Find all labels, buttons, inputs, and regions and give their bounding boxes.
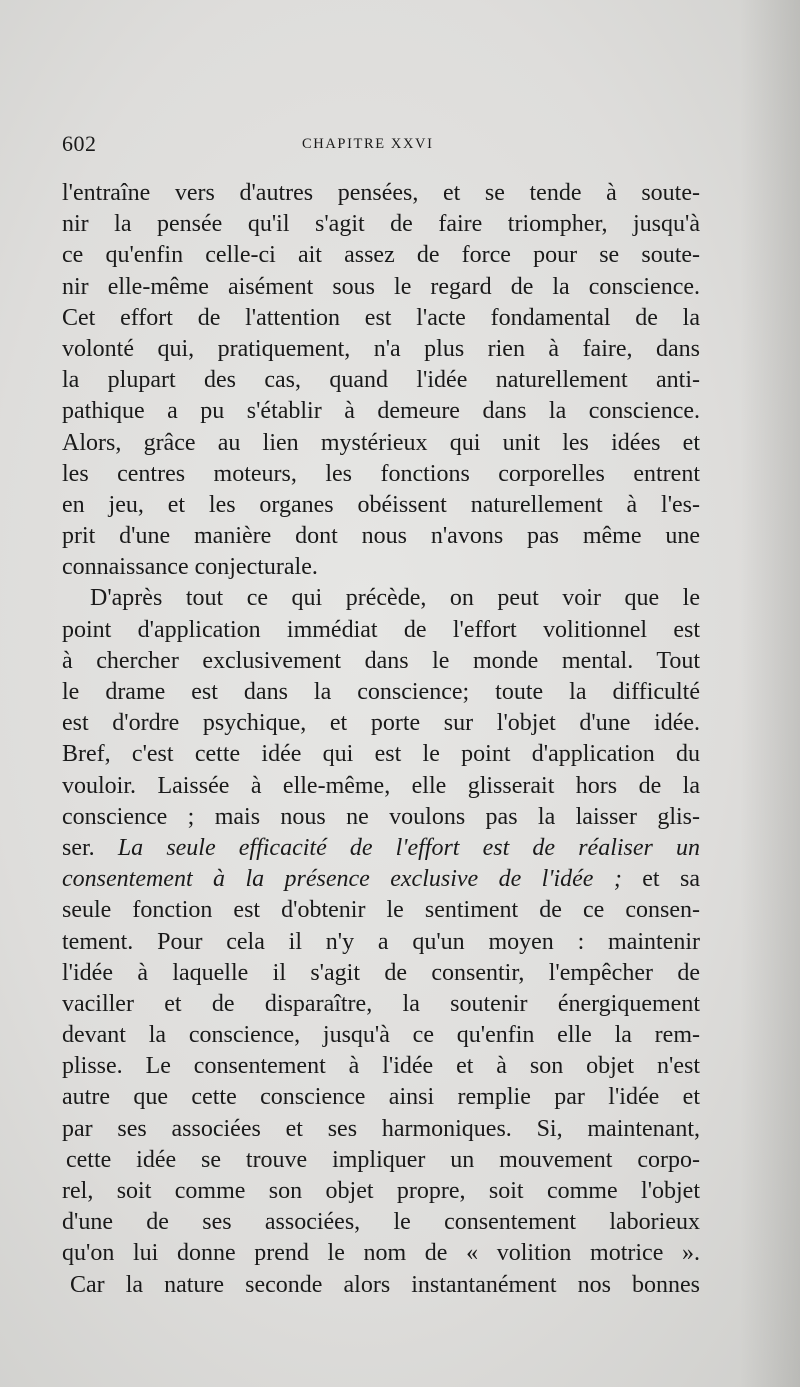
page-header bbox=[62, 131, 702, 161]
italic-fragment: La seule efficacité de l'effort est de réaliser un bbox=[117, 834, 701, 861]
text-line: Alors, grâce au lien mystérieux qui unit les idées et bbox=[62, 429, 700, 456]
text-line: qu'on lui donne prend le nom de « volition motrice ». bbox=[62, 1240, 700, 1267]
text-line: rel, soit comme son objet propre, soit comme l'objet bbox=[62, 1178, 700, 1204]
paragraph-end-line: connaissance conjecturale. bbox=[62, 554, 318, 581]
text-line: en jeu, et les organes obéissent naturellement à l'es- bbox=[62, 491, 700, 518]
body-text bbox=[62, 178, 700, 1301]
text-line: par ses associées et ses harmoniques. Si, maintenant, bbox=[62, 1115, 700, 1142]
text-fragment: et sa bbox=[642, 866, 701, 893]
text-line: nir elle-même aisément sous le regard de la conscience. bbox=[62, 273, 700, 300]
italic-fragment: consentement à la présence exclusive de l'idée ; bbox=[62, 866, 622, 893]
text-line: est d'ordre psychique, et porte sur l'objet d'une idée. bbox=[62, 710, 700, 737]
mixed-line bbox=[62, 833, 700, 864]
text-line: cette idée se trouve impliquer un mouvement corpo- bbox=[66, 1146, 700, 1173]
text-line: l'entraîne vers d'autres pensées, et se tende à soute- bbox=[62, 180, 700, 206]
text-line: ce qu'enfin celle-ci ait assez de force pour se soute- bbox=[62, 242, 700, 269]
text-line: Cet effort de l'attention est l'acte fondamental de la bbox=[62, 304, 700, 331]
text-line: tement. Pour cela il n'y a qu'un moyen : maintenir bbox=[62, 928, 700, 955]
text-line: vaciller et de disparaître, la soutenir énergiquement bbox=[62, 990, 700, 1017]
text-line: prit d'une manière dont nous n'avons pas même une bbox=[62, 523, 700, 550]
page-edge-shadow bbox=[740, 0, 800, 1387]
text-line: le drame est dans la conscience; toute la difficulté bbox=[62, 679, 700, 705]
text-line: nir la pensée qu'il s'agit de faire triompher, jusqu'à bbox=[62, 211, 700, 238]
text-line: Bref, c'est cette idée qui est le point d'application du bbox=[62, 741, 700, 768]
text-line: volonté qui, pratiquement, n'a plus rien à faire, dans bbox=[62, 335, 700, 362]
text-line: les centres moteurs, les fonctions corporelles entrent bbox=[62, 460, 700, 487]
text-line: Car la nature seconde alors instantanément nos bonnes bbox=[70, 1271, 700, 1298]
mixed-line bbox=[62, 864, 700, 895]
text-line: devant la conscience, jusqu'à ce qu'enfin elle la rem- bbox=[62, 1022, 700, 1049]
running-head: CHAPITRE XXVI bbox=[302, 136, 434, 152]
text-line: autre que cette conscience ainsi remplie par l'idée et bbox=[62, 1084, 700, 1111]
text-line: plisse. Le consentement à l'idée et à son objet n'est bbox=[62, 1053, 700, 1080]
text-line: à chercher exclusivement dans le monde mental. Tout bbox=[62, 647, 700, 674]
text-fragment: ser. bbox=[62, 834, 95, 861]
text-line: l'idée à laquelle il s'agit de consentir, l'empêcher de bbox=[62, 959, 700, 986]
text-line: vouloir. Laissée à elle-même, elle glisserait hors de la bbox=[62, 772, 700, 799]
paragraph-start-line: D'après tout ce qui précède, on peut voir que le bbox=[90, 585, 700, 612]
text-line: pathique a pu s'établir à demeure dans la conscience. bbox=[62, 398, 700, 425]
text-line: la plupart des cas, quand l'idée naturellement anti- bbox=[62, 367, 700, 394]
text-line: seule fonction est d'obtenir le sentiment de ce consen- bbox=[62, 897, 700, 924]
text-line: conscience ; mais nous ne voulons pas la laisser glis- bbox=[62, 803, 700, 830]
page-number: 602 bbox=[62, 131, 97, 156]
text-line: d'une de ses associées, le consentement laborieux bbox=[62, 1209, 700, 1236]
text-line: point d'application immédiat de l'effort volitionnel est bbox=[62, 616, 700, 643]
